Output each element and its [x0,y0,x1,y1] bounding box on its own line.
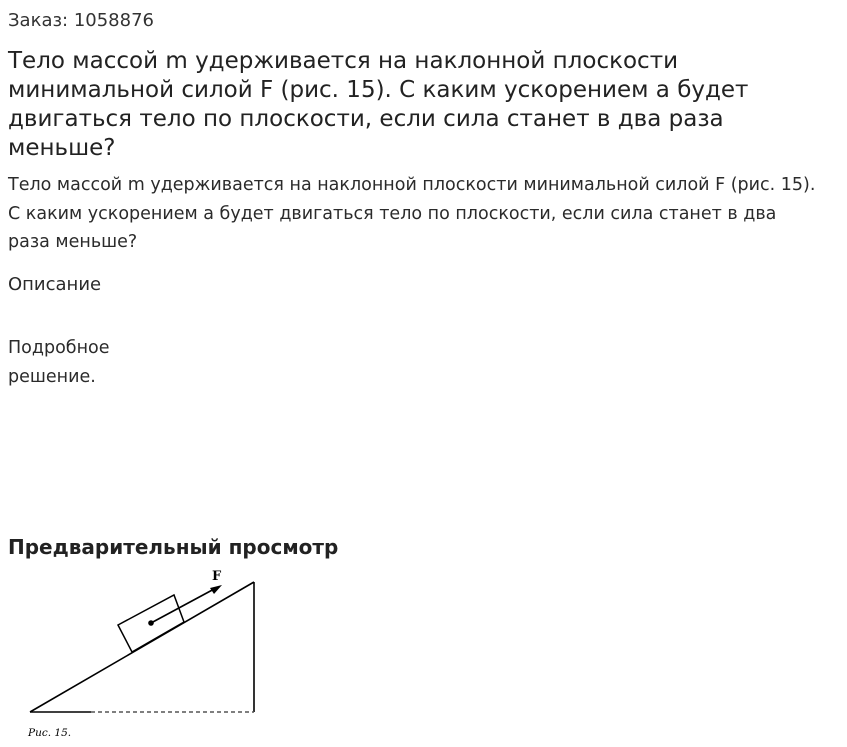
preview-figure [26,565,276,743]
order-number: Заказ: 1058876 [8,10,154,31]
force-label: F [212,569,222,584]
preview-heading: Предварительный просмотр [8,535,339,559]
force-arrow-head [210,585,222,594]
figure-caption: Рис. 15. [28,727,72,739]
description-text: Подробное решение. [8,338,110,387]
inclined-plane-diagram [26,565,276,743]
problem-title: Тело массой m удерживается на наклонной плоскости минимальной силой F (рис. 15). С каким ускорением a будет двигаться тело по плоскости, если сила станет в два раза меньше? [8,48,749,161]
description-label: Описание [8,274,102,295]
problem-body: Тело массой m удерживается на наклонной плоскости минимальной силой F (рис. 15). С каким ускорением a будет двигаться тело по плоскости, если сила станет в два раза меньше? [8,175,816,252]
